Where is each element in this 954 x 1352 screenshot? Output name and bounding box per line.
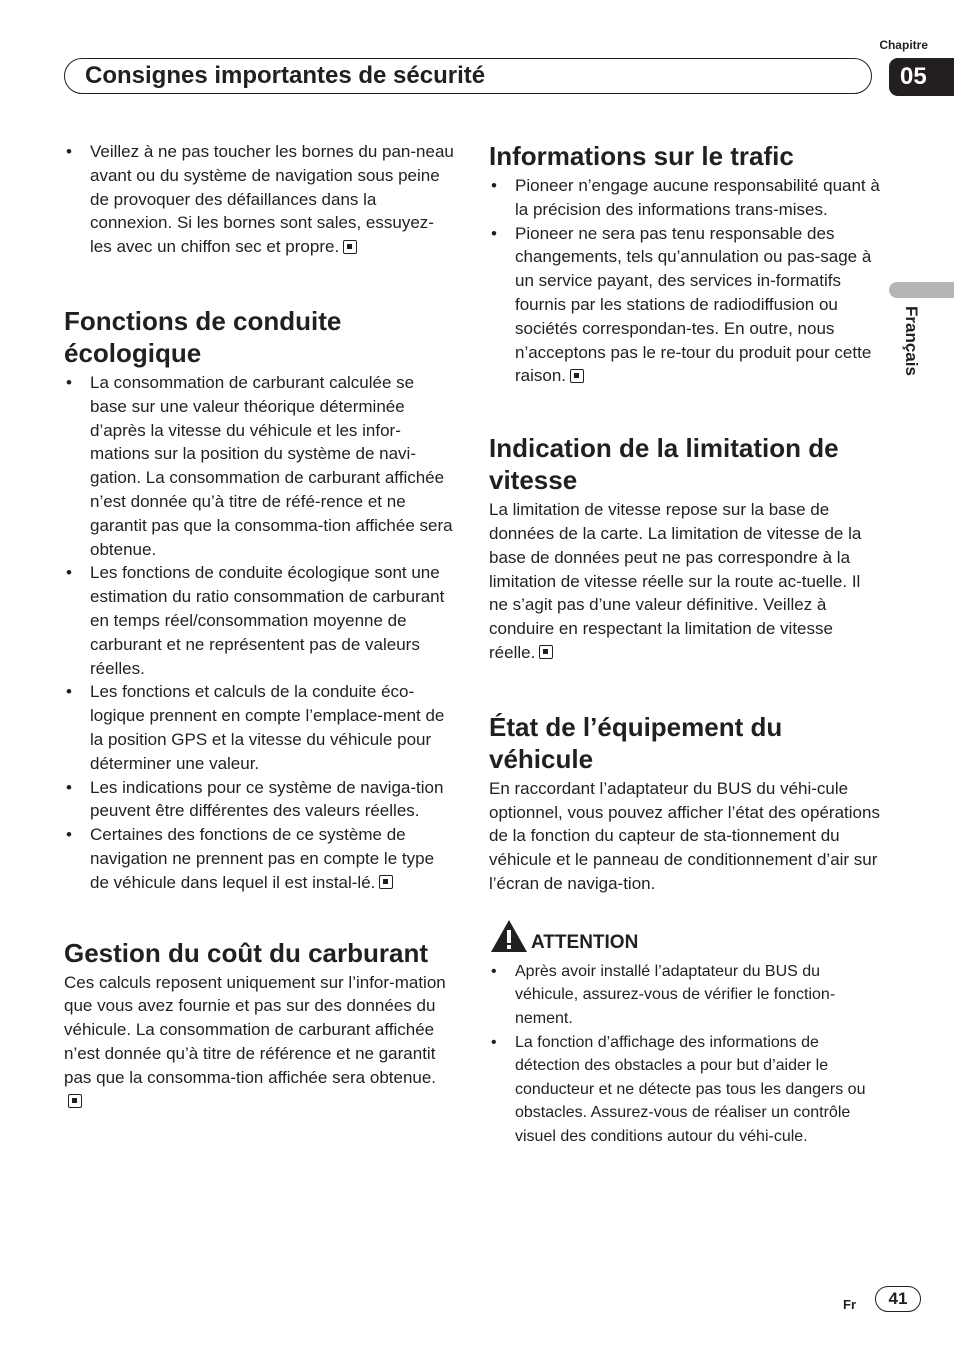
right-column xyxy=(489,140,881,1148)
chapter-number: 05 xyxy=(889,58,954,96)
section-title-vehicle: État de l’équipement du véhicule xyxy=(489,711,783,774)
list-item: • Les fonctions et calculs de la conduite éco-logique prennent en compte l’emplace-ment de la position GPS et la vitesse du véhicule pour déterminer une valeur. xyxy=(64,680,454,775)
list-item: • Après avoir installé l’adaptateur du BUS du véhicule, assurez-vous de vérifier le fonction-nement. xyxy=(489,960,881,1031)
list-item: • Pioneer ne sera pas tenu responsable des changements, tels qu’annulation ou pas-sage à un service payant, des services in-formatifs fournis par les stations de radiodiffusion ou sociétés correspondan-tes. En outre, nous n’acceptons pas le re-tour du produit pour cette raison. xyxy=(489,222,881,389)
section-title-eco: Fonctions de conduite écologique xyxy=(64,305,342,368)
list-item: • Certaines des fonctions de ce système de navigation ne prennent pas en compte le type de véhicule dans lequel il est instal-lé. xyxy=(64,823,454,894)
end-mark-icon xyxy=(570,369,584,383)
traffic-bullet-list xyxy=(489,174,881,388)
fuel-paragraph: Ces calculs reposent uniquement sur l’infor-mation que vous avez fournie et pas sur des données du véhicule. La consommation de carburant affichée n’est donnée qu’à titre de référence et ne garantit pas que la consomma-tion affichée sera obtenue. xyxy=(64,971,454,1114)
list-item: • Les indications pour ce système de naviga-tion peuvent être différentes des valeurs réelles. xyxy=(64,776,454,824)
vehicle-paragraph: En raccordant l’adaptateur du BUS du véhi-cule optionnel, vous pouvez afficher l’état des opérations de la fonction du capteur de sta-tionnement du véhicule et le panneau de conditionnement d’air sur l’écran de naviga-tion. xyxy=(489,778,880,893)
left-column xyxy=(64,140,454,1113)
caution-label: ATTENTION xyxy=(531,931,639,953)
eco-bullet-list xyxy=(64,371,454,895)
end-mark-icon xyxy=(68,1094,82,1108)
caution-header xyxy=(489,918,881,954)
list-item: • La fonction d’affichage des informations de détection des obstacles a pour but d’aider le conducteur et ne détecte pas tous les dangers ou obstacles. Assurez-vous de réaliser un contrôle visuel des conditions autour du véhi-cule. xyxy=(489,1031,881,1149)
caution-bullet-list xyxy=(489,960,881,1149)
language-tab xyxy=(889,282,954,298)
end-mark-icon xyxy=(539,645,553,659)
page-title: Consignes importantes de sécurité xyxy=(85,62,486,89)
section-title-fuel: Gestion du coût du carburant xyxy=(64,937,429,968)
section-title-speed: Indication de la limitation de vitesse xyxy=(489,433,839,496)
end-mark-icon xyxy=(343,240,357,254)
section-title-traffic: Informations sur le trafic xyxy=(489,141,794,171)
footer-language-code: Fr xyxy=(843,1297,856,1312)
speed-paragraph: La limitation de vitesse repose sur la base de données de la carte. La limitation de vitesse de la base de données peut ne pas correspondre à la limitation de vitesse réelle sur la route ac-tuelle. Il ne s’agit pas d’une valeur définitive. Veillez à conduire en respectant la limitation de vitesse réelle. xyxy=(489,500,862,662)
language-label: Français xyxy=(902,306,921,376)
list-item: • Les fonctions de conduite écologique sont une estimation du ratio consommation de carburant en temps réel/consommation moyenne de carburant et ne représentent pas de valeurs réelles. xyxy=(64,561,454,680)
warning-triangle-icon xyxy=(489,918,529,954)
intro-bullet-list xyxy=(64,140,454,259)
header-bar xyxy=(64,58,872,94)
chapter-label: Chapitre xyxy=(879,38,928,52)
list-item: • La consommation de carburant calculée se base sur une valeur théorique déterminée d’après la vitesse du véhicule et les infor-mations sur la position du système de navi-gation. La consommation de carburant affichée n’est donnée qu’à titre de réfé-rence et ne garantit pas que la consomma-tion affichée sera obtenue. xyxy=(64,371,454,561)
list-item: • Pioneer n’engage aucune responsabilité quant à la précision des informations trans-mises. xyxy=(489,174,881,222)
list-item: • Veillez à ne pas toucher les bornes du pan-neau avant ou du système de navigation sous peine de provoquer des défaillances dans la connexion. Si les bornes sont sales, essuyez-les avec un chiffon sec et propre. xyxy=(64,140,454,259)
page-number: 41 xyxy=(875,1286,921,1312)
end-mark-icon xyxy=(379,875,393,889)
